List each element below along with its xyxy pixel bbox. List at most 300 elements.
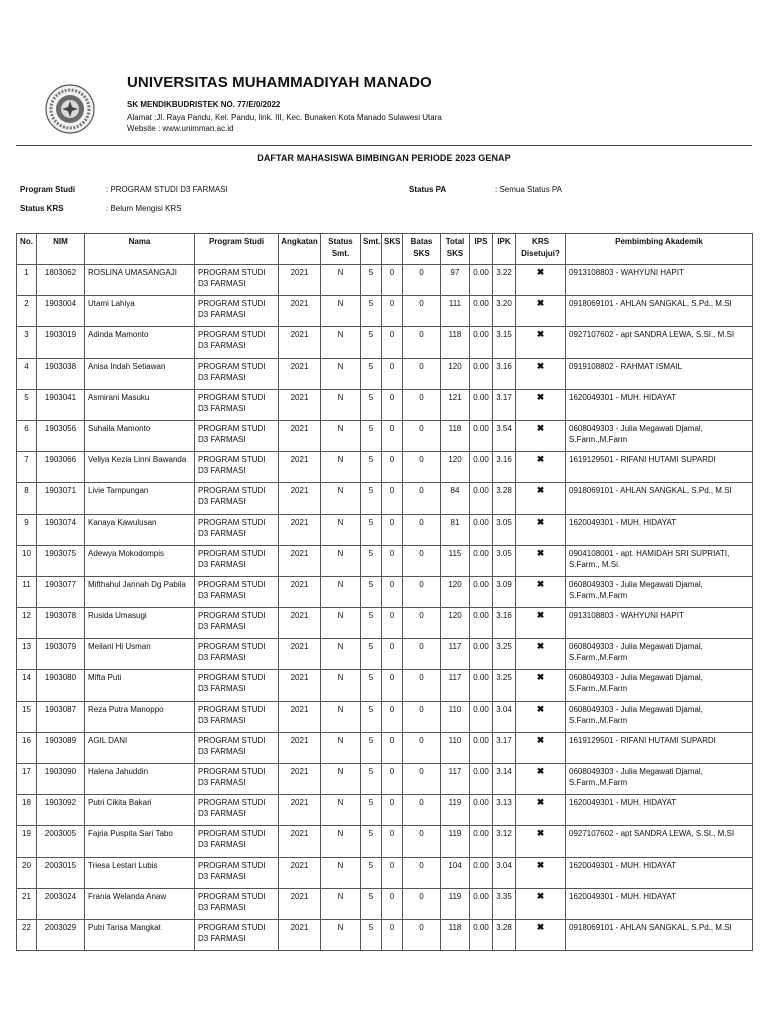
cell-pembimbing: 0918069101 - AHLAN SANGKAL, S.Pd., M.SI <box>566 919 753 950</box>
cell-batas-sks: 0 <box>403 670 441 701</box>
table-row <box>17 826 753 857</box>
cell-smt: 5 <box>361 420 382 451</box>
cell-ipk: 3.54 <box>493 420 516 451</box>
cell-pembimbing: 1620049301 - MUH. HIDAYAT <box>566 389 753 420</box>
cell-nim: 1903066 <box>37 452 85 483</box>
cell-angkatan: 2021 <box>279 795 321 826</box>
cell-pembimbing: 0927107602 - apt SANDRA LEWA, S.SI., M.SI <box>566 826 753 857</box>
cell-status-smt: N <box>321 296 361 327</box>
cell-nama: Rusida Umasugi <box>85 608 195 639</box>
cell-angkatan: 2021 <box>279 764 321 795</box>
cell-no: 22 <box>17 919 37 950</box>
krs-not-approved-icon: ✖ <box>516 452 566 483</box>
cell-program-studi: PROGRAM STUDI D3 FARMASI <box>195 358 279 389</box>
cell-angkatan: 2021 <box>279 701 321 732</box>
cell-nim: 1903041 <box>37 389 85 420</box>
cell-angkatan: 2021 <box>279 358 321 389</box>
krs-not-approved-icon: ✖ <box>516 358 566 389</box>
cell-total-sks: 117 <box>441 764 470 795</box>
cell-program-studi: PROGRAM STUDI D3 FARMASI <box>195 483 279 514</box>
cell-nama: Mifthahul Jannah Dg Pabila <box>85 576 195 607</box>
header-ipk: IPK <box>493 234 516 265</box>
cell-no: 15 <box>17 701 37 732</box>
cell-program-studi: PROGRAM STUDI D3 FARMASI <box>195 732 279 763</box>
cell-nama: Meilani Hi Usman <box>85 639 195 670</box>
cell-batas-sks: 0 <box>403 795 441 826</box>
status-pa-label: Status PA <box>409 185 447 194</box>
krs-not-approved-icon: ✖ <box>516 732 566 763</box>
header-krs-disetujui: KRS Disetujui? <box>516 234 566 265</box>
cell-nama: Adewya Mokodompis <box>85 545 195 576</box>
table-header-row <box>17 234 753 265</box>
krs-not-approved-icon: ✖ <box>516 857 566 888</box>
cell-program-studi: PROGRAM STUDI D3 FARMASI <box>195 701 279 732</box>
header-sks: SKS <box>382 234 403 265</box>
cell-program-studi: PROGRAM STUDI D3 FARMASI <box>195 514 279 545</box>
table-row <box>17 358 753 389</box>
cell-program-studi: PROGRAM STUDI D3 FARMASI <box>195 389 279 420</box>
cell-pembimbing: 0919108802 - RAHMAT ISMAIL <box>566 358 753 389</box>
cell-total-sks: 118 <box>441 420 470 451</box>
table-row <box>17 732 753 763</box>
krs-not-approved-icon: ✖ <box>516 514 566 545</box>
cell-batas-sks: 0 <box>403 389 441 420</box>
cell-nim: 1903080 <box>37 670 85 701</box>
cell-ipk: 3.22 <box>493 265 516 296</box>
cell-nama: AGIL DANI <box>85 732 195 763</box>
cell-smt: 5 <box>361 358 382 389</box>
cell-program-studi: PROGRAM STUDI D3 FARMASI <box>195 888 279 919</box>
table-row <box>17 919 753 950</box>
cell-angkatan: 2021 <box>279 639 321 670</box>
cell-nim: 1903071 <box>37 483 85 514</box>
cell-smt: 5 <box>361 919 382 950</box>
cell-status-smt: N <box>321 389 361 420</box>
cell-ips: 0.00 <box>470 608 493 639</box>
cell-nim: 1903056 <box>37 420 85 451</box>
status-krs-label: Status KRS <box>20 204 64 213</box>
table-row <box>17 327 753 358</box>
krs-not-approved-icon: ✖ <box>516 296 566 327</box>
cell-ipk: 3.28 <box>493 483 516 514</box>
header-nama: Nama <box>85 234 195 265</box>
cell-total-sks: 81 <box>441 514 470 545</box>
table-row <box>17 764 753 795</box>
status-krs-value: : Belum Mengisi KRS <box>106 204 182 213</box>
cell-pembimbing: 1619129501 - RIFANI HUTAMI SUPARDI <box>566 732 753 763</box>
cell-pembimbing: 0608049303 - Julia Megawati Djamal, S.Farm.,M.Farm <box>566 576 753 607</box>
cell-ips: 0.00 <box>470 701 493 732</box>
cell-angkatan: 2021 <box>279 919 321 950</box>
cell-pembimbing: 1619129501 - RIFANI HUTAMI SUPARDI <box>566 452 753 483</box>
cell-status-smt: N <box>321 420 361 451</box>
cell-total-sks: 84 <box>441 483 470 514</box>
cell-total-sks: 119 <box>441 826 470 857</box>
cell-ips: 0.00 <box>470 514 493 545</box>
cell-batas-sks: 0 <box>403 857 441 888</box>
cell-batas-sks: 0 <box>403 732 441 763</box>
cell-ips: 0.00 <box>470 327 493 358</box>
cell-ips: 0.00 <box>470 764 493 795</box>
cell-status-smt: N <box>321 795 361 826</box>
krs-not-approved-icon: ✖ <box>516 545 566 576</box>
cell-ips: 0.00 <box>470 826 493 857</box>
cell-nama: Triesa Lestari Lubis <box>85 857 195 888</box>
cell-total-sks: 110 <box>441 701 470 732</box>
cell-ips: 0.00 <box>470 545 493 576</box>
cell-pembimbing: 1620049301 - MUH. HIDAYAT <box>566 857 753 888</box>
cell-program-studi: PROGRAM STUDI D3 FARMASI <box>195 327 279 358</box>
cell-total-sks: 97 <box>441 265 470 296</box>
cell-program-studi: PROGRAM STUDI D3 FARMASI <box>195 608 279 639</box>
cell-smt: 5 <box>361 608 382 639</box>
cell-smt: 5 <box>361 795 382 826</box>
cell-nim: 1903087 <box>37 701 85 732</box>
cell-sks: 0 <box>382 701 403 732</box>
cell-no: 2 <box>17 296 37 327</box>
cell-no: 17 <box>17 764 37 795</box>
cell-angkatan: 2021 <box>279 545 321 576</box>
cell-no: 3 <box>17 327 37 358</box>
table-row <box>17 296 753 327</box>
cell-total-sks: 117 <box>441 670 470 701</box>
cell-total-sks: 118 <box>441 327 470 358</box>
cell-ipk: 3.09 <box>493 576 516 607</box>
cell-smt: 5 <box>361 327 382 358</box>
cell-smt: 5 <box>361 670 382 701</box>
krs-not-approved-icon: ✖ <box>516 608 566 639</box>
cell-pembimbing: 0608049303 - Julia Megawati Djamal, S.Farm.,M.Farm <box>566 764 753 795</box>
cell-smt: 5 <box>361 389 382 420</box>
cell-ips: 0.00 <box>470 732 493 763</box>
document-title: DAFTAR MAHASISWA BIMBINGAN PERIODE 2023 GENAP <box>257 153 511 163</box>
cell-program-studi: PROGRAM STUDI D3 FARMASI <box>195 670 279 701</box>
cell-ipk: 3.12 <box>493 826 516 857</box>
krs-not-approved-icon: ✖ <box>516 420 566 451</box>
cell-ips: 0.00 <box>470 795 493 826</box>
cell-nim: 1903074 <box>37 514 85 545</box>
cell-status-smt: N <box>321 639 361 670</box>
cell-smt: 5 <box>361 265 382 296</box>
cell-nama: Kanaya Kawulusan <box>85 514 195 545</box>
header-status-smt: Status Smt. <box>321 234 361 265</box>
krs-not-approved-icon: ✖ <box>516 327 566 358</box>
cell-smt: 5 <box>361 452 382 483</box>
cell-total-sks: 117 <box>441 639 470 670</box>
cell-no: 10 <box>17 545 37 576</box>
cell-sks: 0 <box>382 888 403 919</box>
cell-pembimbing: 0608049303 - Julia Megawati Djamal, S.Farm.,M.Farm <box>566 670 753 701</box>
cell-pembimbing: 1620049301 - MUH. HIDAYAT <box>566 795 753 826</box>
cell-program-studi: PROGRAM STUDI D3 FARMASI <box>195 764 279 795</box>
krs-not-approved-icon: ✖ <box>516 639 566 670</box>
cell-nama: Utami Lahiya <box>85 296 195 327</box>
cell-smt: 5 <box>361 888 382 919</box>
cell-status-smt: N <box>321 483 361 514</box>
cell-angkatan: 2021 <box>279 670 321 701</box>
cell-batas-sks: 0 <box>403 701 441 732</box>
cell-ipk: 3.13 <box>493 795 516 826</box>
cell-angkatan: 2021 <box>279 826 321 857</box>
address: Alamat :Jl. Raya Pandu, Kel. Pandu, link. III, Kec. Bunaken Kota Manado Sulawesi Utara <box>127 113 442 122</box>
krs-not-approved-icon: ✖ <box>516 826 566 857</box>
table-row <box>17 483 753 514</box>
cell-sks: 0 <box>382 826 403 857</box>
cell-status-smt: N <box>321 545 361 576</box>
cell-ips: 0.00 <box>470 296 493 327</box>
cell-program-studi: PROGRAM STUDI D3 FARMASI <box>195 795 279 826</box>
cell-ips: 0.00 <box>470 483 493 514</box>
header-divider <box>16 145 752 146</box>
cell-nama: Frania Welanda Anaw <box>85 888 195 919</box>
cell-angkatan: 2021 <box>279 483 321 514</box>
cell-total-sks: 110 <box>441 732 470 763</box>
table-row <box>17 670 753 701</box>
cell-batas-sks: 0 <box>403 764 441 795</box>
cell-ips: 0.00 <box>470 420 493 451</box>
cell-status-smt: N <box>321 764 361 795</box>
table-row <box>17 545 753 576</box>
cell-nim: 1903078 <box>37 608 85 639</box>
cell-angkatan: 2021 <box>279 296 321 327</box>
table-row <box>17 452 753 483</box>
cell-pembimbing: 1620049301 - MUH. HIDAYAT <box>566 888 753 919</box>
cell-batas-sks: 0 <box>403 265 441 296</box>
cell-pembimbing: 0918069101 - AHLAN SANGKAL, S.Pd., M.SI <box>566 296 753 327</box>
cell-nim: 1903019 <box>37 327 85 358</box>
cell-batas-sks: 0 <box>403 514 441 545</box>
cell-smt: 5 <box>361 483 382 514</box>
cell-angkatan: 2021 <box>279 452 321 483</box>
cell-pembimbing: 0927107602 - apt SANDRA LEWA, S.SI., M.SI <box>566 327 753 358</box>
cell-total-sks: 119 <box>441 795 470 826</box>
cell-program-studi: PROGRAM STUDI D3 FARMASI <box>195 420 279 451</box>
cell-nim: 1903075 <box>37 545 85 576</box>
cell-nim: 1903089 <box>37 732 85 763</box>
krs-not-approved-icon: ✖ <box>516 576 566 607</box>
cell-batas-sks: 0 <box>403 358 441 389</box>
header-pembimbing: Pembimbing Akademik <box>566 234 753 265</box>
cell-no: 11 <box>17 576 37 607</box>
cell-batas-sks: 0 <box>403 608 441 639</box>
table-row <box>17 701 753 732</box>
cell-no: 14 <box>17 670 37 701</box>
cell-batas-sks: 0 <box>403 545 441 576</box>
cell-ipk: 3.25 <box>493 639 516 670</box>
cell-sks: 0 <box>382 296 403 327</box>
cell-ipk: 3.20 <box>493 296 516 327</box>
cell-angkatan: 2021 <box>279 857 321 888</box>
cell-smt: 5 <box>361 732 382 763</box>
cell-batas-sks: 0 <box>403 420 441 451</box>
cell-nama: Suhaila Mamonto <box>85 420 195 451</box>
cell-ipk: 3.28 <box>493 919 516 950</box>
cell-smt: 5 <box>361 826 382 857</box>
cell-total-sks: 120 <box>441 452 470 483</box>
cell-nama: ROSLINA UMASANGAJI <box>85 265 195 296</box>
krs-not-approved-icon: ✖ <box>516 670 566 701</box>
cell-no: 5 <box>17 389 37 420</box>
cell-nama: Anisa Indah Setiawan <box>85 358 195 389</box>
table-row <box>17 857 753 888</box>
cell-pembimbing: 0913108803 - WAHYUNI HAPIT <box>566 608 753 639</box>
cell-angkatan: 2021 <box>279 514 321 545</box>
cell-ips: 0.00 <box>470 639 493 670</box>
program-studi-label: Program Studi <box>20 185 76 194</box>
cell-nama: Mifta Puti <box>85 670 195 701</box>
website: Website : www.unimman.ac.id <box>127 124 234 133</box>
cell-ips: 0.00 <box>470 265 493 296</box>
program-studi-value: : PROGRAM STUDI D3 FARMASI <box>106 185 228 194</box>
cell-sks: 0 <box>382 420 403 451</box>
table-row <box>17 420 753 451</box>
krs-not-approved-icon: ✖ <box>516 389 566 420</box>
cell-no: 6 <box>17 420 37 451</box>
cell-sks: 0 <box>382 327 403 358</box>
cell-angkatan: 2021 <box>279 420 321 451</box>
cell-nim: 1903077 <box>37 576 85 607</box>
cell-status-smt: N <box>321 701 361 732</box>
cell-pembimbing: 0918069101 - AHLAN SANGKAL, S.Pd., M.SI <box>566 483 753 514</box>
cell-nama: Livie Tampungan <box>85 483 195 514</box>
krs-not-approved-icon: ✖ <box>516 265 566 296</box>
cell-sks: 0 <box>382 389 403 420</box>
cell-no: 16 <box>17 732 37 763</box>
university-name: UNIVERSITAS MUHAMMADIYAH MANADO <box>127 74 432 91</box>
cell-status-smt: N <box>321 514 361 545</box>
cell-ips: 0.00 <box>470 857 493 888</box>
cell-nim: 2003024 <box>37 888 85 919</box>
cell-nim: 1803062 <box>37 265 85 296</box>
cell-smt: 5 <box>361 701 382 732</box>
cell-total-sks: 115 <box>441 545 470 576</box>
header-no: No. <box>17 234 37 265</box>
cell-ipk: 3.14 <box>493 764 516 795</box>
cell-no: 18 <box>17 795 37 826</box>
cell-nama: Putri Tarisa Mangkat <box>85 919 195 950</box>
cell-no: 13 <box>17 639 37 670</box>
cell-ips: 0.00 <box>470 358 493 389</box>
cell-no: 21 <box>17 888 37 919</box>
cell-nim: 1903090 <box>37 764 85 795</box>
cell-ipk: 3.16 <box>493 358 516 389</box>
cell-ips: 0.00 <box>470 670 493 701</box>
cell-status-smt: N <box>321 888 361 919</box>
cell-angkatan: 2021 <box>279 265 321 296</box>
cell-smt: 5 <box>361 576 382 607</box>
cell-nim: 2003029 <box>37 919 85 950</box>
university-logo <box>45 84 95 134</box>
cell-batas-sks: 0 <box>403 639 441 670</box>
cell-smt: 5 <box>361 296 382 327</box>
cell-smt: 5 <box>361 764 382 795</box>
cell-smt: 5 <box>361 639 382 670</box>
krs-not-approved-icon: ✖ <box>516 483 566 514</box>
cell-pembimbing: 1620049301 - MUH. HIDAYAT <box>566 514 753 545</box>
cell-batas-sks: 0 <box>403 452 441 483</box>
krs-not-approved-icon: ✖ <box>516 888 566 919</box>
cell-smt: 5 <box>361 514 382 545</box>
header-program-studi: Program Studi <box>195 234 279 265</box>
cell-sks: 0 <box>382 483 403 514</box>
cell-batas-sks: 0 <box>403 576 441 607</box>
cell-sks: 0 <box>382 576 403 607</box>
table-row <box>17 795 753 826</box>
cell-angkatan: 2021 <box>279 327 321 358</box>
krs-not-approved-icon: ✖ <box>516 919 566 950</box>
table-row <box>17 265 753 296</box>
cell-program-studi: PROGRAM STUDI D3 FARMASI <box>195 265 279 296</box>
cell-ipk: 3.16 <box>493 608 516 639</box>
status-pa-value: : Semua Status PA <box>495 185 562 194</box>
cell-ipk: 3.04 <box>493 701 516 732</box>
cell-nama: Halena Jahuddin <box>85 764 195 795</box>
cell-angkatan: 2021 <box>279 732 321 763</box>
table-row <box>17 888 753 919</box>
cell-ipk: 3.15 <box>493 327 516 358</box>
cell-total-sks: 121 <box>441 389 470 420</box>
cell-angkatan: 2021 <box>279 608 321 639</box>
cell-status-smt: N <box>321 452 361 483</box>
cell-angkatan: 2021 <box>279 888 321 919</box>
cell-angkatan: 2021 <box>279 389 321 420</box>
cell-ips: 0.00 <box>470 919 493 950</box>
cell-batas-sks: 0 <box>403 888 441 919</box>
cell-nim: 2003015 <box>37 857 85 888</box>
cell-sks: 0 <box>382 608 403 639</box>
cell-nim: 1903092 <box>37 795 85 826</box>
cell-nama: Vellya Kezia Linni Bawanda <box>85 452 195 483</box>
cell-sks: 0 <box>382 514 403 545</box>
cell-status-smt: N <box>321 608 361 639</box>
cell-program-studi: PROGRAM STUDI D3 FARMASI <box>195 296 279 327</box>
cell-no: 4 <box>17 358 37 389</box>
letterhead <box>0 0 768 148</box>
cell-status-smt: N <box>321 327 361 358</box>
header-ips: IPS <box>470 234 493 265</box>
cell-total-sks: 118 <box>441 919 470 950</box>
cell-ips: 0.00 <box>470 888 493 919</box>
cell-sks: 0 <box>382 857 403 888</box>
cell-no: 8 <box>17 483 37 514</box>
cell-program-studi: PROGRAM STUDI D3 FARMASI <box>195 639 279 670</box>
cell-no: 7 <box>17 452 37 483</box>
cell-ipk: 3.25 <box>493 670 516 701</box>
cell-nama: Putri Cikita Bakari <box>85 795 195 826</box>
cell-ipk: 3.35 <box>493 888 516 919</box>
cell-batas-sks: 0 <box>403 826 441 857</box>
cell-status-smt: N <box>321 857 361 888</box>
cell-ips: 0.00 <box>470 389 493 420</box>
cell-ipk: 3.05 <box>493 514 516 545</box>
cell-sks: 0 <box>382 732 403 763</box>
table-row <box>17 514 753 545</box>
cell-batas-sks: 0 <box>403 296 441 327</box>
cell-nama: Fajria Puspita Sari Tabo <box>85 826 195 857</box>
cell-nama: Adinda Mamonto <box>85 327 195 358</box>
header-batas-sks: Batas SKS <box>403 234 441 265</box>
cell-ipk: 3.17 <box>493 389 516 420</box>
header-smt: Smt. <box>361 234 382 265</box>
krs-not-approved-icon: ✖ <box>516 764 566 795</box>
cell-nim: 2003005 <box>37 826 85 857</box>
cell-total-sks: 120 <box>441 576 470 607</box>
cell-program-studi: PROGRAM STUDI D3 FARMASI <box>195 857 279 888</box>
table-row <box>17 576 753 607</box>
cell-batas-sks: 0 <box>403 483 441 514</box>
cell-status-smt: N <box>321 732 361 763</box>
cell-program-studi: PROGRAM STUDI D3 FARMASI <box>195 545 279 576</box>
